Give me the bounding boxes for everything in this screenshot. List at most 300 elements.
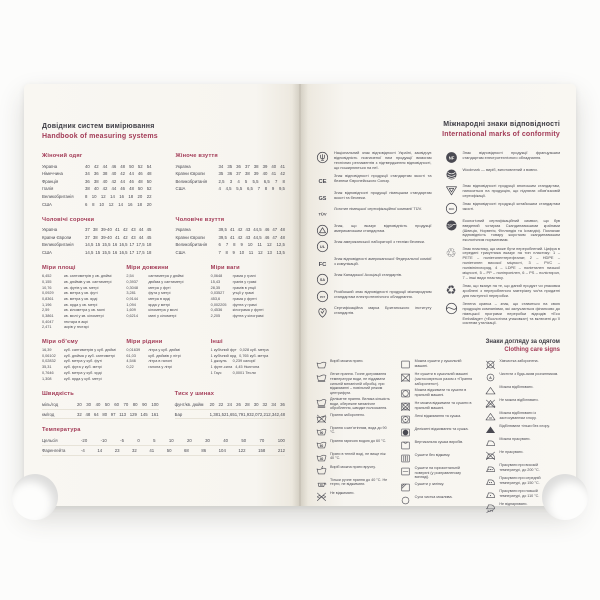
size-table-rows xyxy=(42,226,152,256)
measure-label: літра у куб. дюймі xyxy=(148,348,180,353)
tumble-dry-low-icon xyxy=(400,414,412,425)
right-page-header xyxy=(315,120,560,140)
measure-value: 15,43 xyxy=(210,279,221,284)
tumble-dry-crossed-icon xyxy=(400,401,412,412)
dry-clean-any-solvent-icon xyxy=(484,372,496,383)
measure-label: грама у фунті xyxy=(232,296,257,301)
care-sign-entry xyxy=(315,372,391,395)
measure-label: куб. фута у куб. метрі xyxy=(64,365,102,370)
measure-label: милі у кілометрі xyxy=(148,314,177,319)
measure-table-rows xyxy=(126,274,200,320)
care-sign-label: Тільки ручне прання до 40 °С. Не терти, не віджимати. xyxy=(330,477,388,487)
care-sign-entry xyxy=(400,495,476,506)
measure-value: 10,76 xyxy=(42,285,52,290)
measure-label: кілометра у милі xyxy=(148,308,178,313)
iron-medium-icon xyxy=(484,476,496,487)
bottom-table-row xyxy=(42,400,159,410)
care-sign-label: Прання заборонено. xyxy=(330,412,366,417)
conformity-mark-entry xyxy=(315,191,432,204)
conformity-mark-description: Логотип німецької сертифікаційної компанії TÜV. xyxy=(334,206,422,212)
recycle-black-icon: ♻ xyxy=(445,282,457,297)
bottom-table xyxy=(42,391,159,419)
row-values: 1,38 1,52 1,65 1,79 1,93 2,07 2,21 2,34 2,48 xyxy=(209,411,285,417)
conformity-marks xyxy=(315,151,560,329)
hang-dry-icon xyxy=(400,440,412,451)
row-values: 20 22 24 26 28 30 32 34 36 xyxy=(209,402,285,408)
measure-table-rows xyxy=(42,348,116,382)
svg-text:UL: UL xyxy=(319,244,326,250)
row-label: Україна xyxy=(175,163,191,169)
care-sign-label: Можна відбілювати. xyxy=(499,385,534,390)
row-label: Фаренгейта xyxy=(42,447,66,453)
care-sign-entry xyxy=(315,359,391,370)
measure-value: 16,39 xyxy=(42,348,52,353)
row-values: -4 14 23 32 41 50 68 86 104 122 158 212 xyxy=(81,447,285,453)
measure-label: грама у грані xyxy=(232,274,256,279)
size-table-row xyxy=(176,241,286,249)
row-label: Великобританія xyxy=(42,193,74,199)
nordic-swan-icon xyxy=(444,219,459,243)
no-iron-icon xyxy=(484,450,496,461)
care-signs-header xyxy=(315,338,560,355)
bottom-table-row xyxy=(175,410,285,420)
svg-text:SA: SA xyxy=(319,278,326,283)
rst-icon xyxy=(315,290,330,303)
care-sign-entry xyxy=(400,401,476,412)
conformity-mark-description: Знак Канадської Асоціації стандартів. xyxy=(334,272,403,278)
measure-label: кв. кілометра у кв. милі xyxy=(64,308,105,313)
wash-tub-60-icon xyxy=(315,439,327,450)
svg-text:CCC: CCC xyxy=(448,208,454,212)
care-sign-label: Не сушити в сушильній машині (застосовується разом з «Прання заборонено»). xyxy=(414,372,473,386)
bottom-table-rows xyxy=(175,400,285,419)
row-label: км/год xyxy=(42,411,55,417)
tumble-dry-icon xyxy=(400,388,412,399)
wash-tub-90-icon xyxy=(315,426,327,437)
measure-label: куб. метра у куб. футі xyxy=(64,359,102,364)
care-sign-label: Сушити на горизонтальній поверхні (у розправленому вигляді). xyxy=(414,466,461,480)
care-sign-label: Прасувати при високій температурі, до 200 °С. xyxy=(499,463,540,472)
row-label: міль/год xyxy=(42,402,59,408)
measure-label: фунта у грамі xyxy=(232,302,257,307)
measure-label: кв. дюймів у кв. сантиметрі xyxy=(64,279,112,284)
measure-table xyxy=(211,265,285,331)
care-sign-entry xyxy=(400,414,476,425)
bottom-table-rows xyxy=(42,400,159,419)
size-table-row xyxy=(42,249,152,257)
size-table-row xyxy=(176,177,286,185)
measure-table-title: Інші xyxy=(210,339,223,346)
care-sign-label: Прасувати при середній температурі, до 150 °С. xyxy=(499,476,541,485)
measure-label: фунта у кілограмі xyxy=(232,314,264,319)
nf-icon xyxy=(444,151,459,164)
tuv-icon xyxy=(315,207,330,220)
temperature-row xyxy=(42,446,285,456)
row-label: Країни Європи xyxy=(175,234,205,240)
right-page-subtitle: International marks of conformity xyxy=(442,131,560,139)
care-sign-entry xyxy=(484,359,560,370)
measure-label: 0,0001 Тесли xyxy=(232,370,256,375)
measure-value: 2,54 xyxy=(126,274,134,279)
row-label: Україна xyxy=(42,227,58,233)
size-table-row xyxy=(176,249,286,257)
row-label: Франція xyxy=(42,178,59,184)
care-sign-entry xyxy=(400,482,476,493)
measure-table-title: Міри довжини xyxy=(126,265,169,272)
size-table-row xyxy=(42,185,152,193)
measure-label: кв. метра у кв. ярді xyxy=(64,296,98,301)
measure-table-rows xyxy=(42,274,116,331)
measure-value: 0,3048 xyxy=(126,285,138,290)
row-label: Італія xyxy=(42,186,54,192)
size-table-row xyxy=(176,233,286,241)
conformity-mark-entry xyxy=(444,247,561,281)
svg-text:40: 40 xyxy=(319,483,323,487)
iron-high-icon xyxy=(484,463,496,474)
measure-label: 0,028 куб. метра xyxy=(239,348,269,353)
measure-label: гектара в акрі xyxy=(64,319,89,324)
care-sign-entry xyxy=(484,437,560,448)
size-table-row xyxy=(176,226,286,234)
care-sign-entry xyxy=(400,453,476,464)
care-sign-label: Прасувати при низькій температурі, до 110 °С. xyxy=(499,489,540,498)
conformity-mark-entry xyxy=(315,224,432,237)
measure-label: куб. метра у куб. ярді xyxy=(64,370,102,375)
green-dot-icon xyxy=(444,302,459,326)
svg-text:NF: NF xyxy=(448,155,454,161)
bottom-table-row xyxy=(175,400,285,410)
conformity-mark-entry xyxy=(315,257,432,270)
care-sign-entry xyxy=(484,450,560,461)
measure-value: 0,4047 xyxy=(42,319,54,324)
care-sign-entry xyxy=(484,385,560,396)
row-label: фунт/кв. дюйм xyxy=(174,402,204,408)
measure-table-rows xyxy=(211,274,285,320)
svg-text:60: 60 xyxy=(319,443,323,448)
row-label: Україна xyxy=(175,227,191,233)
size-table-row xyxy=(42,193,152,201)
measure-table xyxy=(126,339,200,382)
row-values: 7 8 9 10 11 12 13 13,5 xyxy=(218,249,285,255)
conformity-mark-description: Знак відповідності продукції німецьким стандартам якості та безпеки. xyxy=(334,189,432,200)
conformity-mark-entry xyxy=(444,284,561,299)
dry-square-icon xyxy=(400,359,412,370)
row-label: Цельсія xyxy=(42,438,58,444)
care-sign-label: Вертикальна сушка виробів. xyxy=(414,440,464,445)
size-table-row xyxy=(176,185,286,193)
care-sign-label: Відбілювати тільки без хлору. xyxy=(499,424,550,429)
care-sign-entry xyxy=(484,372,560,383)
measure-row xyxy=(42,325,116,331)
dry-flat-icon xyxy=(400,466,412,480)
svg-text:РСТ: РСТ xyxy=(319,295,326,299)
measure-label: акрів у гектарі xyxy=(64,325,89,330)
woolmark-icon xyxy=(444,168,459,181)
conformity-mark-entry xyxy=(444,168,561,181)
size-table xyxy=(42,153,152,208)
row-label: США xyxy=(175,249,186,255)
care-signs-title: Знаки догляду за одягом xyxy=(485,338,560,345)
size-table xyxy=(42,217,152,256)
measure-value: 0,8361 xyxy=(42,296,54,301)
care-sign-entry xyxy=(315,491,391,502)
measure-value: 61,03 xyxy=(126,353,136,358)
bleach-non-chlorine-icon xyxy=(484,424,496,435)
size-table-title: Чоловічі сорочки xyxy=(42,216,95,223)
size-table-rows xyxy=(176,226,286,256)
measure-label: літра в галоні xyxy=(148,359,173,364)
row-label: США xyxy=(42,249,52,255)
row-values: 40 42 44 46 48 50 52 54 xyxy=(85,163,152,169)
care-sign-label: Сушити без віджиму. xyxy=(414,453,451,458)
conformity-mark-entry xyxy=(444,302,561,326)
measure-label: ярда у метрі xyxy=(148,302,171,307)
care-sign-label: Суха чистка можлива. xyxy=(414,494,453,499)
size-table-row xyxy=(42,170,152,178)
book-spread xyxy=(24,84,576,506)
dry-square-crossed-icon xyxy=(400,372,412,386)
care-sign-entry xyxy=(484,463,560,474)
measure-label: фута у метрі xyxy=(148,291,171,296)
row-values: 6 8 10 12 14 16 18 20 xyxy=(85,201,152,207)
measure-value: 6,452 xyxy=(42,274,52,279)
row-values: 20 30 40 50 60 70 80 90 100 xyxy=(77,402,159,408)
size-table-rows xyxy=(176,162,286,192)
row-values: 36 38 40 42 44 46 48 50 xyxy=(85,178,152,184)
measure-label: метра в ярді xyxy=(148,296,171,301)
measure-value: 0,03527 xyxy=(210,291,225,296)
temperature-title: Температура xyxy=(42,427,81,434)
row-values: 37 38 39-40 41 42 43 44 45 xyxy=(85,234,152,240)
row-values: 4 4,5 5,5 6,5 7 8 9 9,5 xyxy=(218,186,285,192)
measure-table-rows xyxy=(126,348,200,371)
care-sign-entry xyxy=(315,452,391,463)
conformity-mark-description: Екологічний сертифікаційний символ, що був введений чотирма Скандинавськими країнами (Швеція, Норвегія, Фінляндія та Ісландія). Позначає відповідність товару жорстким скандинавським екологічним нормативам. xyxy=(462,217,560,243)
conformity-mark-description: Знак, що вказує відповідність продукції американським стандартам. xyxy=(334,222,432,233)
measure-row xyxy=(42,377,116,383)
care-sign-label: Легке прання. Точне дотримання температури води, не піддавати сильній механічній обробці, при віджиманні – повільний режим центрифуги. xyxy=(330,372,387,395)
wash-tub-icon xyxy=(315,359,327,370)
conformity-mark-description: Знак пластику, що може бути перероблений. Цифра в середині трикутника вказує на тип пластику: 1 – PETE – поліетилентерефталат, 2 – HDPE – поліетилен високої міцності, 3 – PVC – полівінілхлорид, 4 – LDPE – поліетилен низької міцності, 5 – PP – поліпропілен, 6 – PS – полістирол, 7 – інші види пластику. xyxy=(462,245,560,280)
svg-text:TÜV: TÜV xyxy=(318,211,327,217)
care-sign-entry xyxy=(315,465,391,476)
dry-clean-circle-icon xyxy=(400,495,412,506)
iron-icon xyxy=(484,437,496,448)
row-values: 38 40 42 44 46 48 50 52 xyxy=(85,186,152,192)
wash-tub-mild-icon xyxy=(315,372,327,395)
fcc-icon xyxy=(315,257,330,270)
size-table-row xyxy=(42,200,152,208)
ce-icon xyxy=(315,174,330,187)
measure-value: 0,6214 xyxy=(126,314,138,319)
measure-value: 1,094 xyxy=(126,302,136,307)
measure-label: 0,765 куб. метра xyxy=(239,353,269,358)
conformity-marks-col1 xyxy=(315,151,432,329)
bottom-table-title: Тиск у шинах xyxy=(174,391,215,398)
drip-dry-icon xyxy=(400,453,412,464)
conformity-mark-description: Знак відповідності продукції китайським стандартам якості. xyxy=(462,201,560,212)
care-sign-label: Делікатні віджимання та сушка. xyxy=(414,427,469,432)
row-label: Німеччина xyxy=(42,171,63,177)
conformity-mark-description: Національний знак відповідності Україні, засвідчує відповідність позначеної ним продукції вимогам технічних регламентів з підтвердження відповідності, що поширюються на неї. xyxy=(334,150,432,170)
bottom-table-title: Швидкість xyxy=(42,391,74,398)
temperature-rows xyxy=(42,436,285,455)
jis-icon xyxy=(444,184,459,199)
measure-value: 0,002205 xyxy=(210,302,227,307)
size-table-title: Жіноче взуття xyxy=(175,153,218,160)
conformity-mark-description: Знак відповідності продукції стандартам якості та безпеки Європейського Союзу. xyxy=(334,173,432,183)
care-sign-label: Не відпарювати. xyxy=(499,502,528,507)
care-sign-entry xyxy=(484,398,560,409)
wash-tub-delicate-icon xyxy=(315,397,327,411)
row-label: Великобританія xyxy=(175,178,208,184)
bleach-triangle-icon xyxy=(484,385,496,396)
measure-value: 1 Гаус xyxy=(210,370,222,375)
care-sign-entry xyxy=(315,397,391,411)
conformity-mark-description: Сертифікаційна марка Британського інституту стандартів. xyxy=(334,305,432,315)
row-values: 6 7 8 9 10 11 12 12,5 xyxy=(218,242,285,248)
conformity-mark-entry xyxy=(315,151,432,170)
care-sign-label: Можна прасувати. xyxy=(499,437,531,442)
measure-value: 4,546 xyxy=(126,359,136,364)
no-steam-icon xyxy=(484,502,496,513)
care-sign-label: Прання гарячою водою до 60 °С. xyxy=(330,438,387,443)
row-values: 35 36 37 38 39 40 41 42 xyxy=(218,171,285,177)
measure-value: 2,205 xyxy=(210,314,221,319)
care-sign-label: Не можна віджимати та сушити в пральній машині. xyxy=(414,401,472,410)
care-sign-label: Можна віджимати та сушити в пральній машині. xyxy=(414,388,467,397)
size-table xyxy=(176,153,286,208)
measure-value: 0,4536 xyxy=(210,308,223,313)
conformity-mark-description: Woolmark — виріб, виготовлений з вовни. xyxy=(462,166,538,172)
no-wring-icon xyxy=(315,491,327,502)
care-sign-label: Хімчистка заборонена. xyxy=(499,359,539,364)
us-standard-icon xyxy=(315,224,330,237)
size-table-row xyxy=(176,170,286,178)
measure-row xyxy=(211,371,285,377)
conformity-mark-entry xyxy=(444,219,561,243)
left-page-header xyxy=(42,122,285,142)
conformity-mark-entry xyxy=(315,306,432,319)
measure-table-title: Міри об’єму xyxy=(42,339,79,346)
size-table xyxy=(176,217,286,256)
left-page-subtitle: Handbook of measuring systems xyxy=(42,133,158,141)
wash-tub-crossed-icon xyxy=(315,413,327,424)
row-values: -20 -10 -5 0 5 10 20 30 40 50 70 100 xyxy=(81,438,285,444)
measure-value: 0,0929 xyxy=(42,291,54,296)
care-sign-label: Делікатне прання. Велика кількість води, обережне механічне оброблення, швидке полоскання. xyxy=(330,397,390,411)
measure-label: дюйма у сантиметрі xyxy=(148,279,184,284)
measure-value: 0,0648 xyxy=(210,274,223,279)
left-page xyxy=(24,84,300,506)
measure-value: 0,22 xyxy=(126,365,134,370)
measure-table xyxy=(42,339,116,382)
iron-low-icon xyxy=(484,489,496,500)
right-page xyxy=(300,84,576,506)
ccc-icon xyxy=(444,202,459,215)
size-table-row xyxy=(42,177,152,185)
row-values: 32 48 64 80 97 113 129 145 161 xyxy=(77,411,159,417)
row-label: США xyxy=(42,201,52,207)
care-sign-entry xyxy=(400,440,476,451)
conformity-mark-entry xyxy=(315,273,432,286)
measure-label: кв. футів у кв. метрі xyxy=(64,285,99,290)
measure-value: 1 кубічний фут xyxy=(210,348,237,353)
row-label: Країни Європи xyxy=(42,234,72,240)
size-table-row xyxy=(176,162,286,170)
conformity-mark-entry xyxy=(315,240,432,253)
size-table-row xyxy=(42,226,152,234)
measure-table xyxy=(42,265,116,331)
care-sign-entry xyxy=(315,439,391,450)
ua-conformity-icon xyxy=(315,151,330,170)
measure-value: 0,02832 xyxy=(42,359,56,364)
no-bleach-icon xyxy=(484,398,496,409)
care-sign-label: Виріб можна прати. xyxy=(330,359,364,364)
measure-value: 28,35 xyxy=(210,285,221,290)
care-signs xyxy=(315,359,560,515)
measure-value: 1,609 xyxy=(126,308,136,313)
size-table-row xyxy=(42,233,152,241)
care-sign-label: Не прасувати. xyxy=(499,450,524,455)
measure-value: 1 фунт-сила xyxy=(210,365,233,370)
hand-wash-tub-icon xyxy=(315,465,327,476)
conformity-mark-entry xyxy=(315,290,432,303)
row-values: 14,5 15 15,5 16 16,5 17 17,5 18 xyxy=(85,242,152,248)
ul-icon xyxy=(315,240,330,253)
care-sign-entry xyxy=(315,478,391,489)
conformity-mark-description: Російський знак відповідності продукції міжнародним стандартам електротехнічного обладнання. xyxy=(334,288,432,299)
size-table-row xyxy=(42,241,152,249)
care-sign-entry xyxy=(315,426,391,437)
measure-value: 0,7646 xyxy=(42,370,54,375)
measure-label: куб. сантиметрів у куб. дюймі xyxy=(64,348,116,353)
row-label: Великобританія xyxy=(175,242,208,248)
care-sign-label: Прати в теплій воді, не вище ніж 40 °С. xyxy=(330,451,386,461)
measure-value: 1,196 xyxy=(42,302,52,307)
measure-table xyxy=(126,265,200,331)
care-sign-entry xyxy=(400,359,476,370)
size-tables xyxy=(42,153,285,256)
page-curl-right xyxy=(542,474,588,520)
measure-tables xyxy=(42,265,285,382)
care-sign-label: Чистити з будь-яким розчинником. xyxy=(499,372,559,377)
row-label: Великобританія xyxy=(42,242,74,248)
conformity-mark-description: Знак відповідності продукції французьким стандартам електротехнічного обладнання. xyxy=(462,150,560,161)
speed-pressure-tables xyxy=(42,391,285,419)
temperature-row xyxy=(42,436,285,446)
row-values: 39,5 41 42 43 44,5 46 47 48 xyxy=(218,234,285,240)
size-table-title: Жіночий одяг xyxy=(42,153,83,160)
row-label: Бар xyxy=(174,411,183,417)
measure-label: куб. дюйма у куб. сантиметрі xyxy=(64,353,116,358)
care-signs-col1 xyxy=(315,359,391,515)
size-table-row xyxy=(42,162,152,170)
svg-text:GS: GS xyxy=(318,195,327,202)
conformity-mark-entry xyxy=(444,184,561,199)
measure-value: 0,3937 xyxy=(126,279,138,284)
measure-value: 35,31 xyxy=(42,365,52,370)
size-table-rows xyxy=(42,162,152,208)
wash-tub-40-icon xyxy=(315,452,327,463)
no-dry-clean-icon xyxy=(484,359,496,370)
measure-label: кв. метра у кв. футі xyxy=(64,291,98,296)
svg-text:90: 90 xyxy=(319,430,323,435)
care-sign-label: Можна відбілювати із застосуванням хлору. xyxy=(499,411,537,420)
measure-value: 2,59 xyxy=(42,308,50,313)
dry-shade-icon xyxy=(400,482,412,493)
bsi-kitemark-icon xyxy=(315,306,330,319)
